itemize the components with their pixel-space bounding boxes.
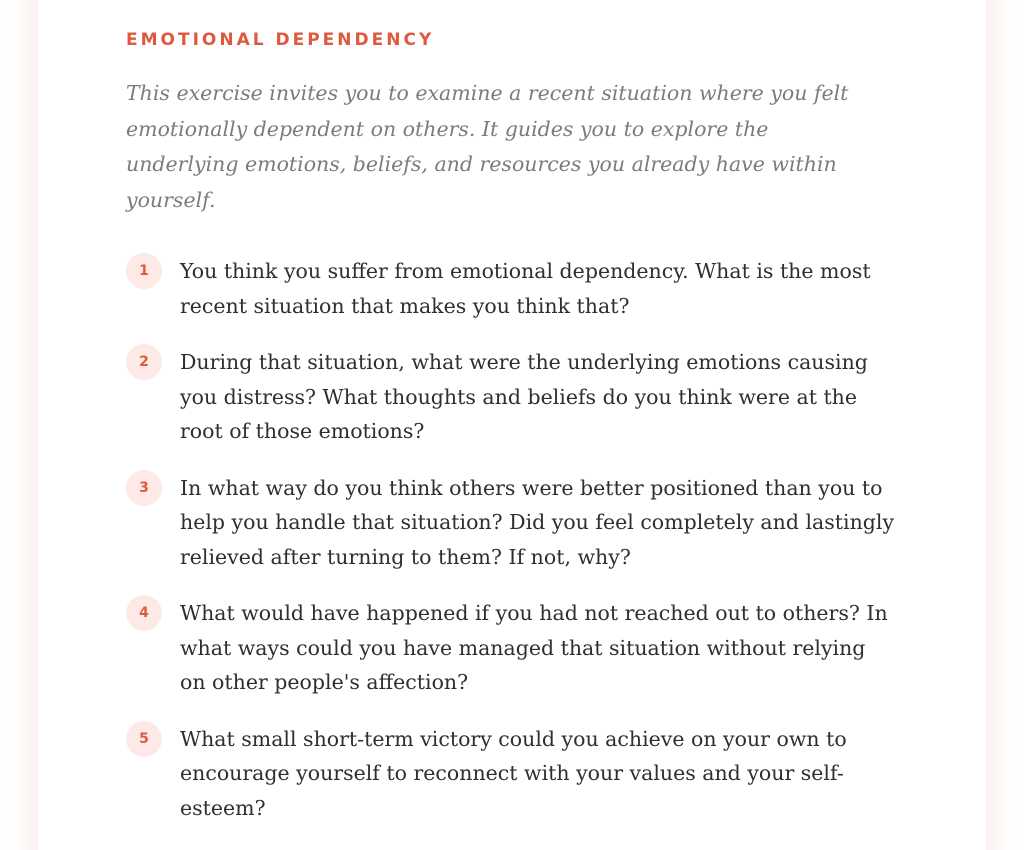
exercise-intro: This exercise invites you to examine a recent situation where you felt emotionally dependent on others. It guides you to explore the underlying emotions, beliefs, and resources you already have within yourself. — [126, 81, 849, 212]
step-number-badge: 2 — [126, 344, 162, 380]
step-question: What small short-term victory could you achieve on your own to encourage yourself to reconnect with your values and your self-esteem? — [180, 726, 847, 820]
exercise-step — [126, 596, 906, 700]
exercise-kicker: EMOTIONAL DEPENDENCY — [126, 30, 435, 50]
exercise-step — [126, 471, 906, 575]
step-question: During that situation, what were the underlying emotions causing you distress? What thoughts and beliefs do you think were at the root of those emotions? — [180, 350, 868, 443]
exercise-step — [126, 254, 906, 323]
exercise-step — [126, 345, 906, 449]
exercise-content — [126, 28, 906, 847]
step-number-badge: 5 — [126, 721, 162, 757]
step-question: In what way do you think others were better positioned than you to help you handle that situation? Did you feel completely and lastingly relieved after turning to them? If not, why? — [180, 475, 895, 569]
step-question: You think you suffer from emotional dependency. What is the most recent situation that makes you think that? — [180, 259, 871, 318]
step-number-badge: 3 — [126, 470, 162, 506]
exercise-step — [126, 722, 906, 826]
step-question: What would have happened if you had not reached out to others? In what ways could you have managed that situation without relying on other people's affection? — [180, 601, 888, 694]
step-number-badge: 4 — [126, 595, 162, 631]
exercise-steps — [126, 254, 906, 825]
step-number-badge: 1 — [126, 253, 162, 289]
